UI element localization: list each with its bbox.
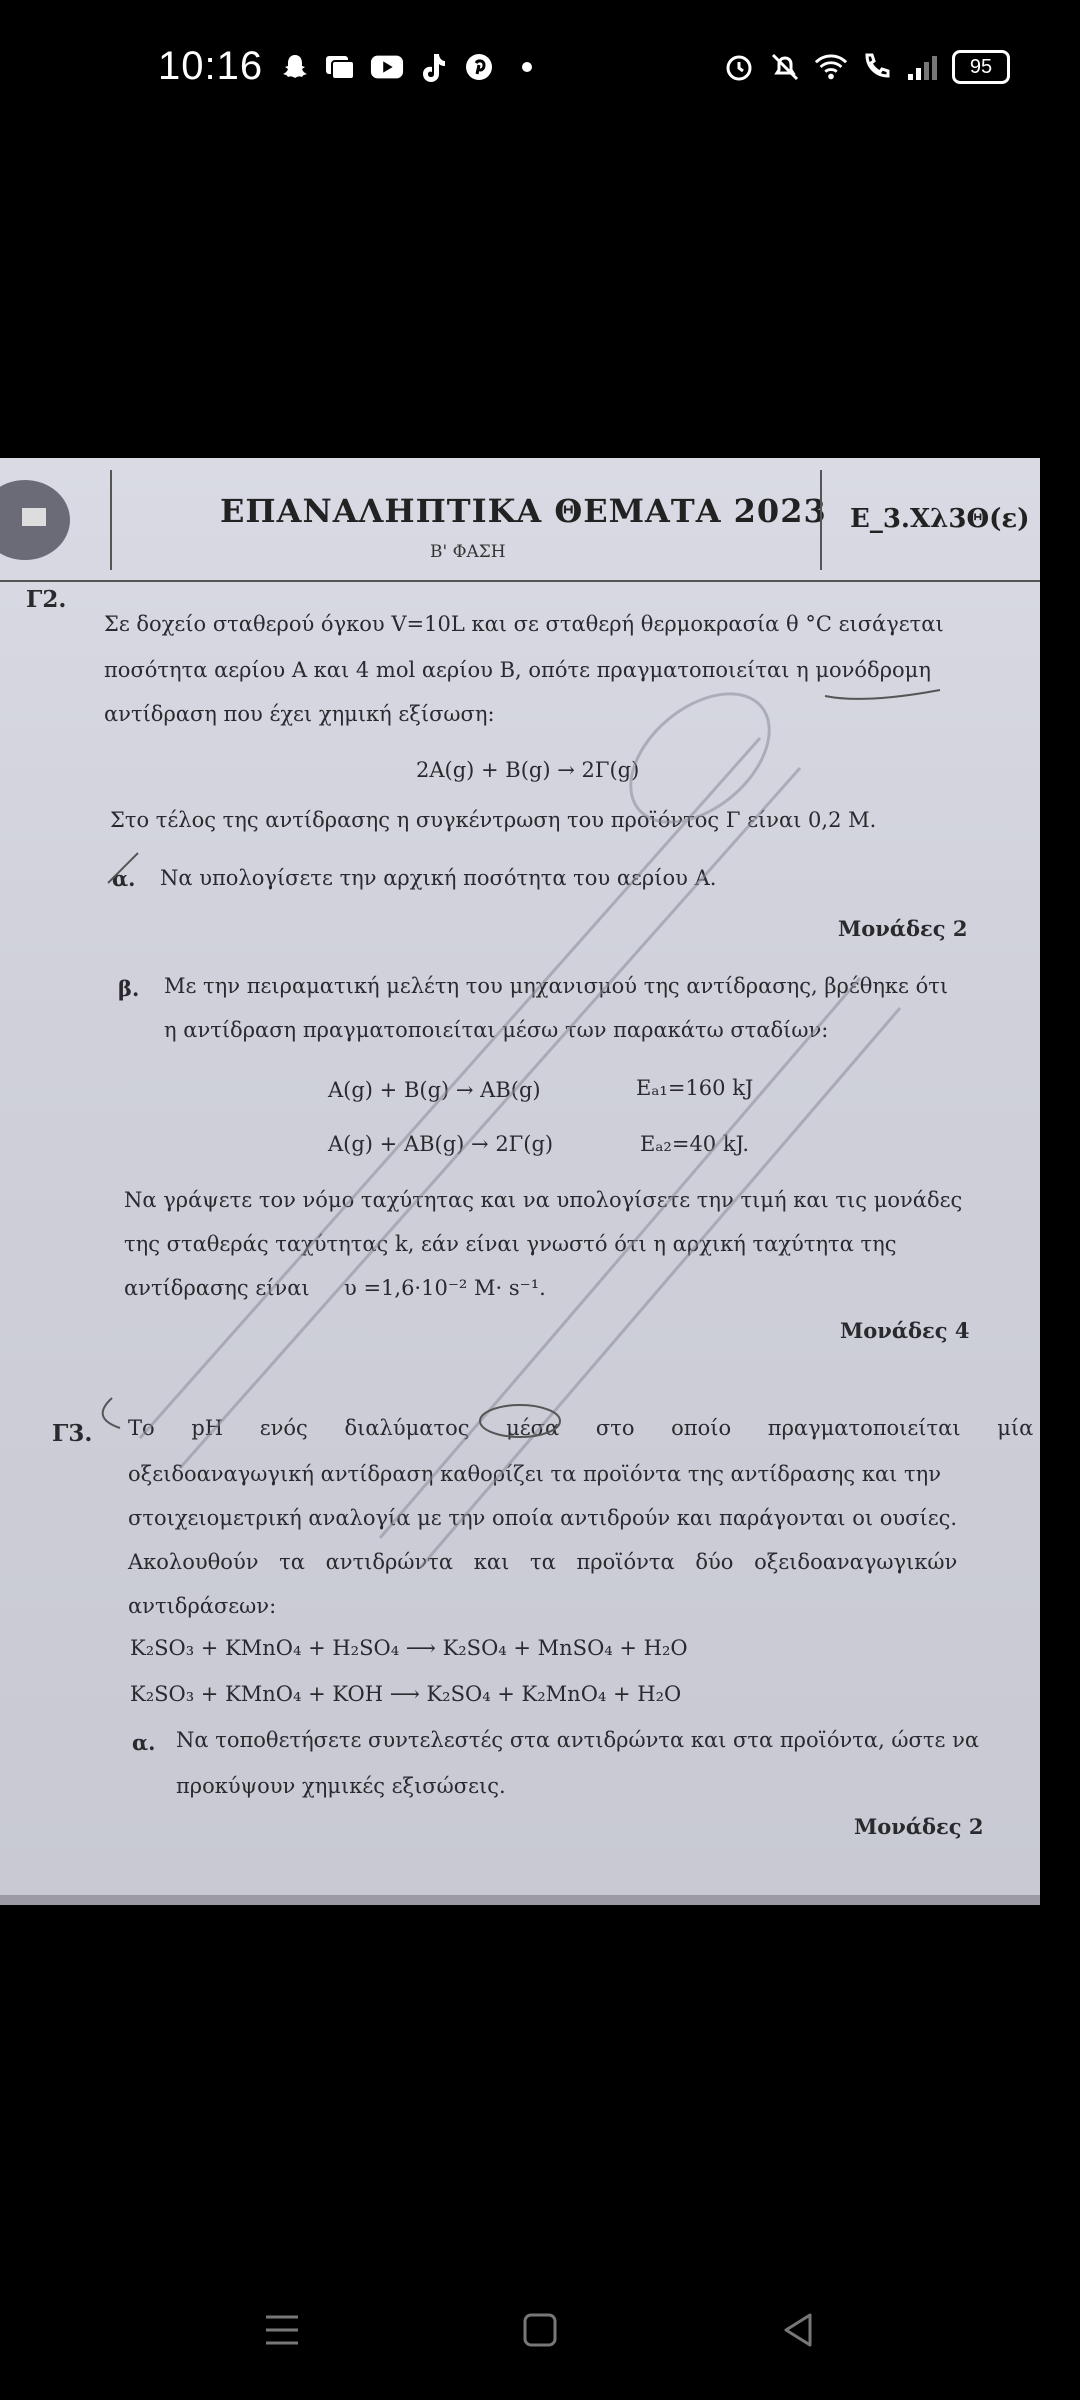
g2-line4: Στο τέλος της αντίδρασης η συγκέντρωση του προϊόντος Γ είναι 0,2 Μ.	[110, 808, 877, 832]
g2-line3: αντίδραση που έχει χημική εξίσωση:	[104, 702, 495, 726]
header-subtitle: Β' ΦΑΣΗ	[430, 542, 506, 562]
g3-a-label: α.	[132, 1730, 156, 1755]
g2-step2-equation: A(g) + AB(g) → 2Γ(g)	[328, 1132, 554, 1156]
g2-b-line3: Να γράψετε τον νόμο ταχύτητας και να υπολογίσετε την τιμή και τις μονάδες	[124, 1188, 963, 1212]
pinterest-icon	[462, 50, 496, 84]
g3-reaction1: K₂SO₃ + KMnO₄ + H₂SO₄ ⟶ K₂SO₄ + MnSO₄ + H₂O	[130, 1636, 688, 1660]
alarm-icon	[722, 50, 756, 84]
g2-line1: Σε δοχείο σταθερού όγκου V=10L και σε σταθερή θερμοκρασία θ °C εισάγεται	[104, 612, 944, 636]
g2-a-text: Να υπολογίσετε την αρχική ποσότητα του αερίου Α.	[160, 866, 717, 890]
status-time: 10:16	[158, 44, 264, 88]
youtube-icon	[370, 50, 404, 84]
g3-a-marks: Μονάδες 2	[854, 1814, 984, 1839]
system-icons	[722, 50, 1010, 84]
g2-equation: 2A(g) + B(g) → 2Γ(g)	[416, 758, 640, 782]
g2-a-marks: Μονάδες 2	[838, 916, 968, 941]
wifi-icon	[814, 50, 848, 84]
navigation-bar	[0, 2290, 1080, 2380]
g2-step1-equation: A(g) + B(g) → AB(g)	[328, 1078, 541, 1102]
paper-edge	[0, 1895, 1040, 1905]
g3-line3: στοιχειομετρική αναλογία με την οποία αντιδρούν και παράγονται οι ουσίες.	[128, 1506, 958, 1530]
snapchat-icon	[278, 50, 312, 84]
g2-b-line4: της σταθεράς ταχύτητας k, εάν είναι γνωστό ότι η αρχική ταχύτητα της	[124, 1232, 897, 1256]
header-code: Ε_3.Χλ3Θ(ε)	[850, 504, 1030, 534]
g2-line2: ποσότητα αερίου Α και 4 mol αερίου Β, οπότε πραγματοποιείται η μονόδρομη	[104, 658, 931, 682]
g3-line5: αντιδράσεων:	[128, 1594, 277, 1618]
tiktok-icon	[416, 50, 450, 84]
g2-b-rate: υ =1,6·10⁻² M· s⁻¹.	[344, 1276, 546, 1300]
g2-b-line2: η αντίδραση πραγματοποιείται μέσω των παρακάτω σταδίων:	[164, 1018, 829, 1042]
g2-a-label: α.	[112, 866, 136, 891]
menu-icon[interactable]	[242, 2290, 322, 2370]
status-bar	[0, 0, 1080, 140]
more-dot-icon	[522, 62, 532, 72]
g2-step1-energy: Εₐ₁=160 kJ	[636, 1076, 754, 1100]
g2-b-marks: Μονάδες 4	[840, 1318, 970, 1343]
g3-label: Γ3.	[52, 1420, 93, 1447]
header-title: ΕΠΑΝΑΛΗΠΤΙΚΑ ΘΕΜΑΤΑ 2023	[220, 492, 827, 530]
home-icon[interactable]	[500, 2290, 580, 2370]
g2-b-line5: αντίδρασης είναι	[124, 1276, 310, 1300]
code-box	[820, 470, 1040, 570]
logo-box	[0, 470, 112, 570]
g2-step2-energy: Εₐ₂=40 kJ.	[640, 1132, 750, 1156]
g3-a-line1: Να τοποθετήσετε συντελεστές στα αντιδρώντα και στα προϊόντα, ώστε να	[176, 1728, 980, 1752]
document-header	[0, 470, 1040, 582]
gallery-icon	[324, 50, 358, 84]
notification-icons	[278, 50, 532, 84]
g2-label: Γ2.	[26, 586, 67, 613]
g2-b-line1: Με την πειραματική μελέτη του μηχανισμού της αντίδρασης, βρέθηκε ότι	[164, 974, 949, 998]
g3-a-line2: προκύψουν χημικές εξισώσεις.	[176, 1774, 506, 1798]
battery-icon: 95	[952, 50, 1010, 84]
silent-icon	[768, 50, 802, 84]
g3-reaction2: K₂SO₃ + KMnO₄ + KOH ⟶ K₂SO₄ + K₂MnO₄ + H₂O	[130, 1682, 682, 1706]
g3-line4: Ακολουθούν τα αντιδρώντα και τα προϊόντα δύο οξειδοαναγωγικών	[128, 1550, 958, 1574]
logo-icon	[0, 480, 70, 560]
back-icon[interactable]	[758, 2290, 838, 2370]
wifi-call-icon	[860, 50, 894, 84]
g2-b-label: β.	[118, 976, 140, 1001]
exam-photo	[0, 458, 1040, 1898]
g3-line2: οξειδοαναγωγική αντίδραση καθορίζει τα προϊόντα της αντίδρασης και την	[128, 1462, 942, 1486]
signal-icon	[906, 50, 940, 84]
g3-line1: Το pH ενός διαλύματος μέσα στο οποίο πραγματοποιείται μία	[128, 1416, 1034, 1440]
